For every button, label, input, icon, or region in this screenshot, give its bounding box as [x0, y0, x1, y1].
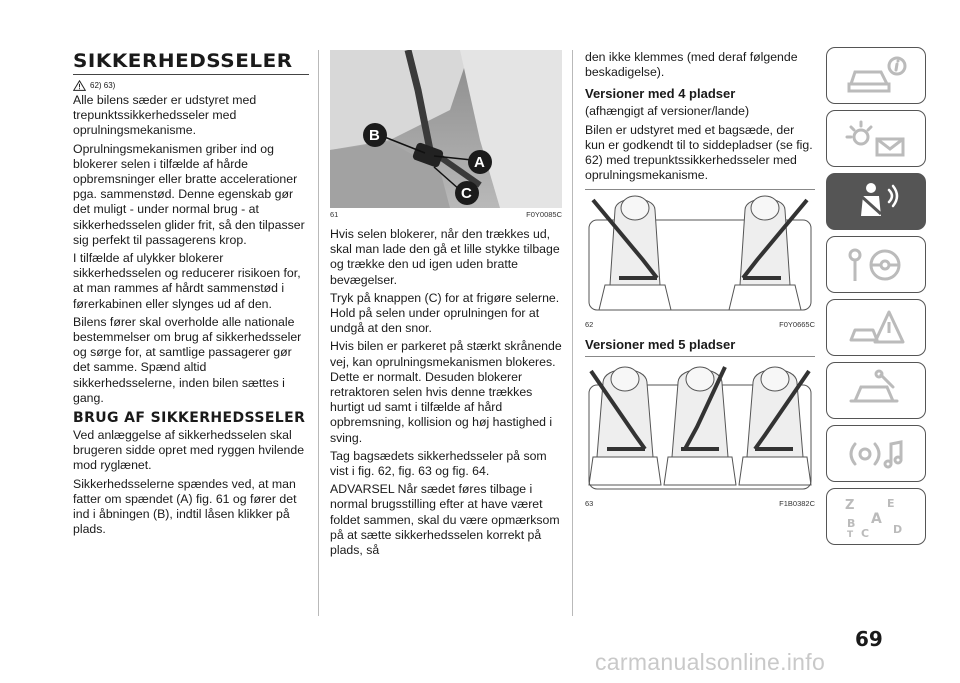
warning-ref-text: 62) 63): [90, 81, 116, 90]
figure-code: F0Y0665C: [779, 320, 815, 330]
seatbelt-buckle-photo: [330, 50, 562, 208]
paragraph: ADVARSEL Når sædet føres tilbage i normal brugsstilling efter at have været foldet sammen, skal du være opmærksom på at sætte sikkerhedsselen korrekt på plads, så: [330, 482, 560, 558]
paragraph: Bilen er udstyret med et bagsæde, der kun er godkendt til to siddepladser (se fig. 62) med trepunktssikkerhedsseler med oprulningsmekanisme.: [585, 122, 813, 183]
figure-code: F1B0382C: [779, 499, 815, 509]
figure-caption: [330, 210, 562, 219]
column-divider: [318, 50, 319, 616]
svg-text:T: T: [847, 529, 854, 539]
breakdown-icon: [841, 306, 911, 350]
subsection-title: Versioner med 4 pladser: [585, 86, 736, 102]
rear-seat-4-places-drawing: [585, 190, 815, 318]
paragraph: Tryk på knappen (C) for at frigøre selerne. Hold på selen under oprulningen for at undgå at den snor.: [330, 290, 560, 336]
paragraph: den ikke klemmes (med deraf følgende beskadigelse).: [585, 50, 798, 80]
figure-number: 63: [585, 499, 594, 509]
rear-seat-5-places-drawing: [585, 357, 815, 497]
warning-lights-icon: [841, 117, 911, 161]
paragraph: Ved anlæggelse af sikkerhedsselen skal brugeren sidde opret med ryggen hvilende mod ryglænet.: [73, 428, 305, 473]
figure-caption: [585, 320, 815, 329]
paragraph: Bilens fører skal overholde alle nationale bestemmelser om brug af sikkerhedsseler og sørge for, at samtlige passagerer gør det samme. Spænd altid sikkerhedsselerne, inden bilen sættes i gang.: [73, 314, 302, 405]
tab-breakdown[interactable]: [826, 299, 926, 356]
index-icon: [841, 495, 911, 539]
callout-label-b: B: [369, 127, 380, 144]
figure-61: [330, 50, 562, 208]
callout-label-c: C: [461, 185, 472, 202]
tab-maintenance[interactable]: [826, 362, 926, 419]
subsection-note: (afhængigt af versioner/lande): [585, 104, 750, 119]
svg-text:Z: Z: [845, 497, 855, 513]
column-divider: [572, 50, 573, 616]
watermark-text: carmanualsonline.info: [595, 649, 826, 675]
column-3: [585, 50, 815, 516]
svg-text:E: E: [887, 496, 895, 510]
column-2: [330, 50, 562, 561]
paragraph: Alle bilens sæder er udstyret med trepunktssikkerhedsseler med oprulningsmekanisme.: [73, 93, 257, 138]
figure-63: [585, 357, 815, 497]
warning-reference: [73, 80, 309, 91]
media-icon: [841, 432, 911, 476]
tab-index[interactable]: [826, 488, 926, 545]
tab-warning-lights[interactable]: [826, 110, 926, 167]
paragraph: Hvis selen blokerer, når den trækkes ud, skal man lade den gå et lille stykke tilbage og trække den ud igen uden bratte bevægelser.: [330, 227, 560, 287]
section-subtitle: BRUG AF SIKKERHEDSSELER: [73, 410, 306, 427]
wrench-car-icon: [841, 369, 911, 413]
paragraph: Tag bagsædets sikkerhedsseler på som vist i fig. 62, fig. 63 og fig. 64.: [330, 448, 547, 479]
steering-key-icon: [841, 243, 911, 287]
tab-multimedia[interactable]: [826, 425, 926, 482]
car-info-icon: [841, 54, 911, 98]
tab-steering-key[interactable]: [826, 236, 926, 293]
figure-62: [585, 190, 815, 318]
paragraph: Oprulningsmekanismen griber ind og blokerer selen i tilfælde af hårde opbremsninger eller bratte accelerationer pga. sammenstød. Denne egenskab gør det muligt - under normal brug - at sikkerhedsselen glider frit, så den tilpasser sig perfekt til passagerens krop.: [73, 141, 305, 247]
subsection-title: Versioner med 5 pladser: [585, 337, 736, 353]
seatbelt-airbag-icon: [841, 180, 911, 224]
figure-code: F0Y0085C: [526, 210, 562, 219]
tab-seatbelt-airbag[interactable]: [826, 173, 926, 230]
figure-number: 61: [330, 210, 339, 219]
page-number: 69: [855, 627, 883, 651]
figure-caption: [585, 499, 815, 508]
paragraph: Sikkerhedsselerne spændes ved, at man fatter om spændet (A) fig. 61 og fører det ind i åbningen (B), indtil låsen klikker på plads.: [73, 476, 297, 537]
paragraph: Hvis bilen er parkeret på stærkt skrånende vej, kan oprulningsmekanismen blokeres. Dette er normalt. Desuden blokerer retraktoren selen hvis denne trækkes hurtigt ud samt i tilfælde af hård opbremsning, kollision og høj hastighed i sving.: [330, 339, 562, 445]
svg-text:C: C: [861, 526, 870, 539]
svg-text:D: D: [893, 522, 903, 536]
column-1: [73, 50, 309, 540]
tab-car-info[interactable]: [826, 47, 926, 104]
callout-label-a: A: [474, 154, 485, 171]
figure-number: 62: [585, 320, 594, 330]
paragraph: I tilfælde af ulykker blokerer sikkerhedsselen og reducerer risikoen for, at man rammes af hårdt sammenstød i førerkabinen eller slynges ud af den.: [73, 251, 301, 311]
section-title: SIKKERHEDSSELER: [73, 50, 293, 72]
svg-text:A: A: [871, 510, 882, 527]
svg-text:B: B: [847, 516, 856, 530]
title-rule: [73, 74, 309, 75]
chapter-sidebar: [826, 47, 926, 551]
warning-triangle-icon: [73, 80, 86, 91]
